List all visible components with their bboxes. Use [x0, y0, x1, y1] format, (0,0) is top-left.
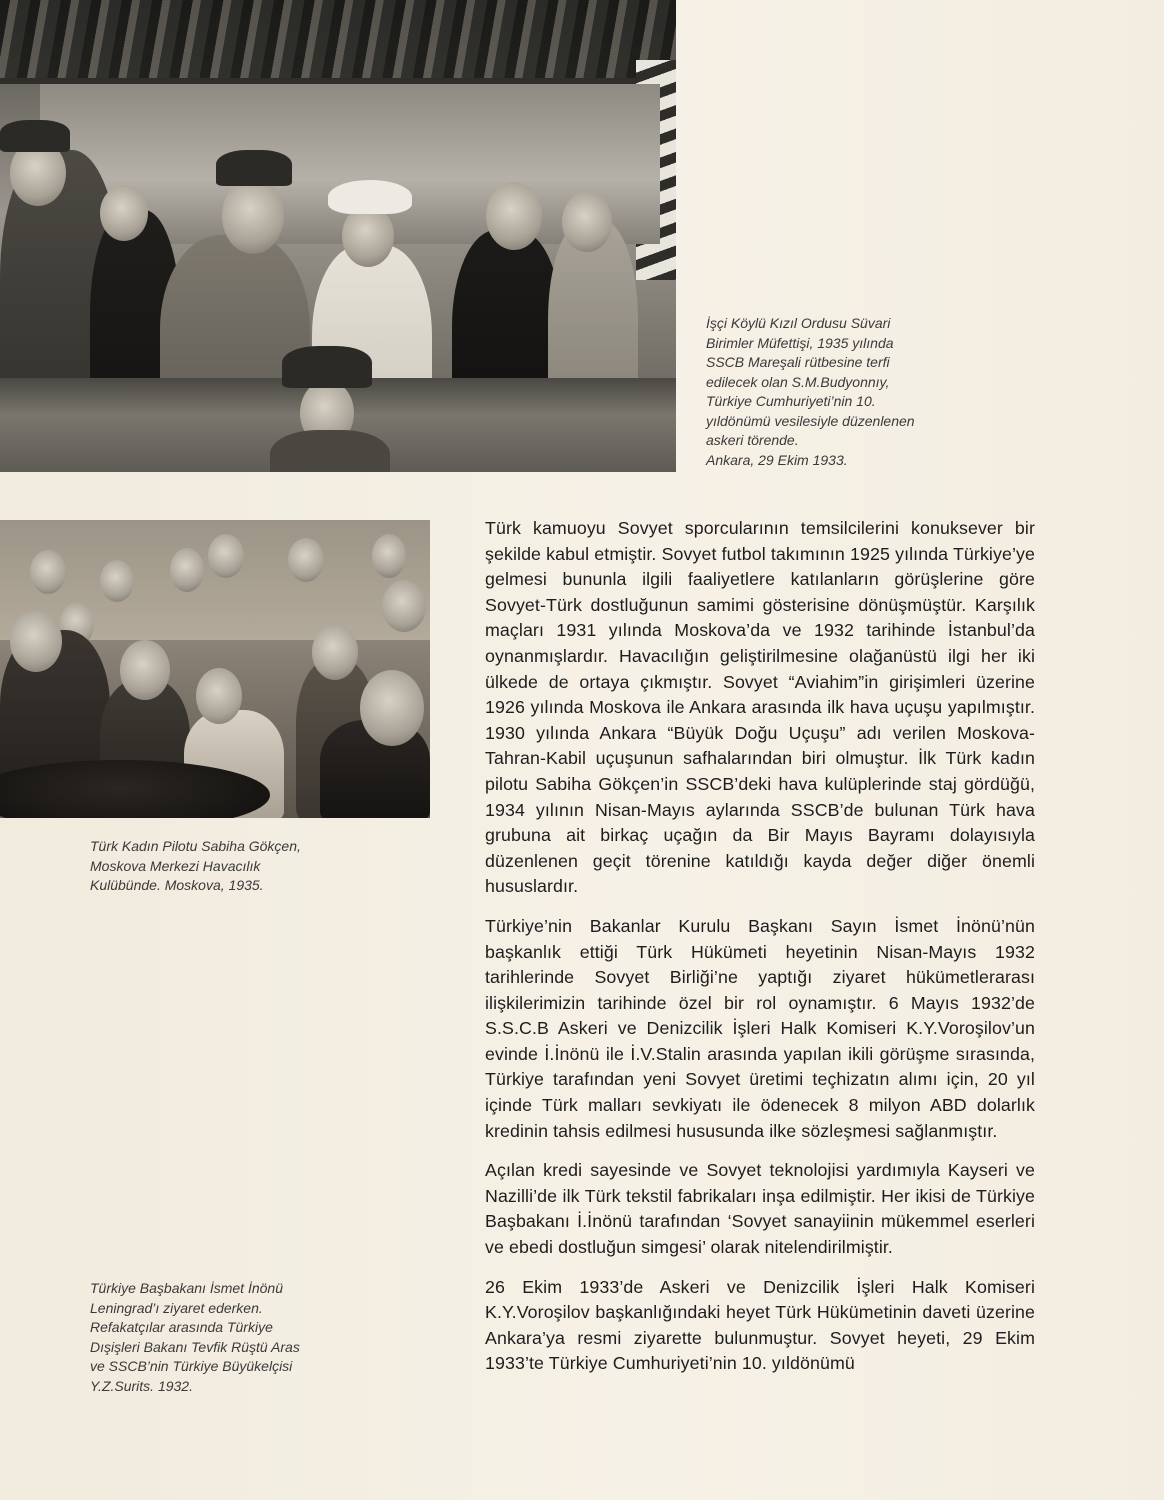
photo-face: [288, 538, 324, 582]
photo-cap: [282, 346, 372, 388]
photo-face: [486, 182, 542, 250]
photo-face: [222, 178, 284, 254]
photo-bunting: [0, 0, 676, 84]
paragraph: 26 Ekim 1933’de Askeri ve Denizcilik İşleri Halk Komiseri K.Y.Voroşilov başkanlığındaki heyet Türk Hükümetinin daveti üzerine Ankara’ya resmi ziyarette bulunmuştur. Sovyet heyeti, 29 Ekim 1933’te Türkiye Cumhuriyeti’nin 10. yıldönümü: [485, 1276, 1035, 1374]
photo-face: [372, 534, 406, 578]
photo-face: [342, 205, 394, 267]
photo-face: [100, 185, 148, 241]
photo-military-ceremony: [0, 0, 676, 472]
photo-hat: [328, 180, 412, 214]
photo-face: [100, 560, 134, 602]
photo-face: [10, 610, 62, 672]
caption-photo-group-moscow: Türk Kadın Pilotu Sabiha Gökçen, Moskova Merkezi Havacılık Kulübünde. Moskova, 1935.: [90, 838, 301, 893]
photo-face: [196, 668, 242, 724]
photo-cap: [216, 150, 292, 186]
photo-group-moscow: [0, 520, 430, 818]
photo-figure: [270, 430, 390, 472]
photo-face: [360, 670, 424, 746]
paragraph: Türkiye’nin Bakanlar Kurulu Başkanı Sayın İsmet İnönü’nün başkanlık ettiği Türk Hükümeti heyetinin Nisan-Mayıs 1932 tarihlerinde Sovyet Birliği’ne yaptığı ziyaret hükümetlerarası ilişkilerimizin tarihinde özel bir rol oynamıştır. 6 Mayıs 1932’de S.S.C.B Askeri ve Denizcilik İşleri Halk Komiseri K.Y.Voroşilov’un evinde İ.İnönü ile İ.V.Stalin arasında yapılan ikili görüşme sırasında, Türkiye tarafından yeni Sovyet üretimi teçhizatın alımı için, 20 yıl içinde Türk malları sevkiyatı ile ödenecek 8 milyon ABD dolarlık kredinin tahsis edilmesi hususunda ilke sözleşmesi sağlanmıştır.: [485, 915, 1035, 1141]
photo-face: [30, 550, 66, 594]
photo-face: [562, 192, 612, 252]
photo-cap: [0, 120, 70, 152]
photo-face: [120, 640, 170, 700]
photo-face: [170, 548, 204, 592]
paragraph: Açılan kredi sayesinde ve Sovyet teknolojisi yardımıyla Kayseri ve Nazilli’de ilk Türk tekstil fabrikaları inşa edilmiştir. Her ikisi de Türkiye Başbakanı İ.İnönü tarafından ‘Sovyet sanayiinin mükemmel eserleri ve ebedi dostluğun simgesi’ olarak nitelendirilmiştir.: [485, 1160, 1035, 1258]
photo-face: [208, 534, 244, 578]
photo-face: [312, 624, 358, 680]
paragraph: Türk kamuoyu Sovyet sporcularının temsilcilerini konuksever bir şekilde kabul etmiştir. Sovyet futbol takımının 1925 yılında Türkiye’ye gelmesi bununla ilgili faaliyetlere katılanların görüşlerine göre Sovyet-Türk dostluğunun samimi gösterisine dönüşmüştür. Karşılık maçları 1931 yılında Moskova’da ve 1932 tarihinde İstanbul’da oynanmışlardır. Havacılığın geliştirilmesine olağanüstü ilgi her iki ülkede de ortaya çıkmıştır. Sovyet “Aviahim”in girişimleri üzerine 1926 yılında Moskova ile Ankara arasında ilk hava uçuşu yapılmıştır. 1930 yılında Ankara “Büyük Doğu Uçuşu” adı verilen Moskova-Tahran-Kabil uçuşunun safhalarından biri olmuştur. İlk Türk kadın pilotu Sabiha Gökçen’in SSCB’deki hava kulüplerinde staj gördüğü, 1934 yılının Nisan-Mayıs aylarında SSCB’de bulunan Türk hava grubuna ait birkaç uçağın da Bir Mayıs Bayramı dolayısıyla düzenlenen geçit törenine katıldığı kayda değer diğer önemli hususlardır.: [485, 518, 1035, 897]
article-body: [485, 516, 1035, 1391]
caption-photo-leningrad-visit: Türkiye Başbakanı İsmet İnönü Leningrad’ı ziyaret ederken. Refakatçılar arasında Türkiye Dışişleri Bakanı Tevfik Rüştü Aras ve SSCB’nin Türkiye Büyükelçisi Y.Z.Surits. 1932.: [90, 1280, 300, 1394]
caption-photo-military-ceremony: İşçi Köylü Kızıl Ordusu Süvari Birimler Müfettişi, 1935 yılında SSCB Mareşali rütbesine terfi edilecek olan S.M.Budyonnıy, Türkiye Cumhuriyeti’nin 10. yıldönümü vesilesiyle düzenlenen askeri törende. Ankara, 29 Ekim 1933.: [706, 315, 915, 468]
photo-face: [382, 580, 426, 632]
